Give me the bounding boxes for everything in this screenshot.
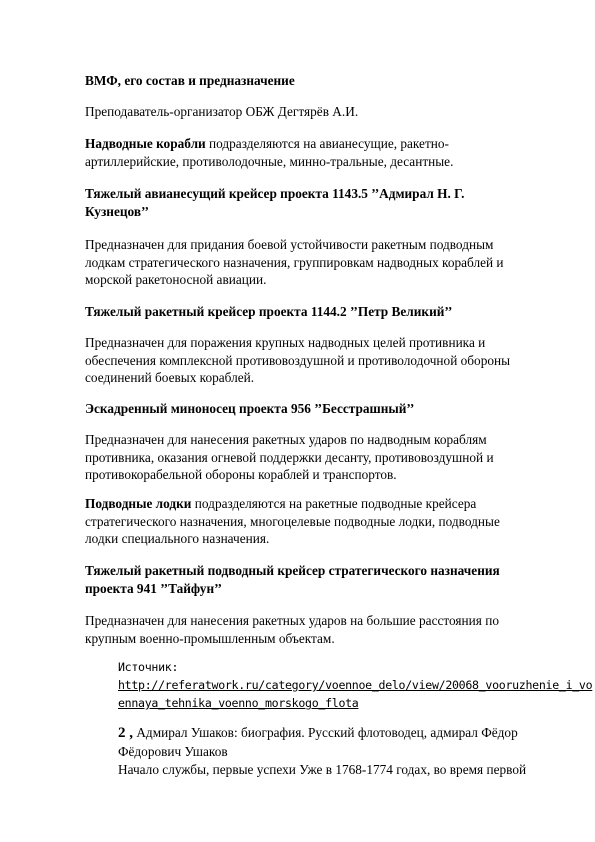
page-title: ВМФ, его состав и предназначение [85,73,295,88]
typhoon-heading: Тяжелый ракетный подводный крейсер стратегического назначения проекта 941 ’’Тайфун’’ [85,563,500,596]
kuznetsov-heading: Тяжелый авианесущий крейсер проекта 1143.5 ’’Адмирал Н. Г. Кузнецов’’ [85,186,465,219]
surface-ships-term: Надводные корабли [85,136,206,151]
submarines-term: Подводные лодки [85,496,192,511]
peter-velikiy-description: Предназначен для поражения крупных надводных целей противника и обеспечения комплексной противовоздушной и противолодочной обороны соединений боевых кораблей. [85,335,511,385]
submarines-paragraph: Подводные лодки подразделяются на ракетные подводные крейсера стратегического назначения, многоцелевые подводные лодки, подводные лодки специального назначения. [85,496,500,546]
surface-ships-paragraph: Надводные корабли подразделяются на авианесущие, ракетно- артиллерийские, противолодочные, минно-тральные, десантные. [85,136,454,169]
source-block [118,658,593,712]
typhoon-description: Предназначен для нанесения ракетных ударов на большие расстояния по крупным военно-промышленным объектам. [85,613,499,646]
besstrashny-heading: Эскадренный миноносец проекта 956 ’’Бесстрашный’’ [85,401,415,416]
source-link[interactable]: http://referatwork.ru/category/voennoe_delo/view/20068_vooruzhenie_i_vo ennaya_tehnika_voenno_morskogo_flota [118,678,593,710]
section-number: 2 , [118,725,133,741]
kuznetsov-description: Предназначен для придания боевой устойчивости ракетным подводным лодкам стратегического назначения, группировкам надводных кораблей и морской ракетоносной авиации. [85,237,504,287]
peter-velikiy-heading: Тяжелый ракетный крейсер проекта 1144.2 ’’Петр Великий’’ [85,304,453,319]
source-label: Источник: [118,660,179,674]
besstrashny-description: Предназначен для нанесения ракетных ударов по надводным кораблям противника, оказания огневой поддержки десанту, противовоздушной и противокорабельной обороны кораблей и транспортов. [85,432,494,482]
author-line: Преподаватель-организатор ОБЖ Дегтярёв А.И. [85,104,359,119]
ushakov-paragraph: 2 , Адмирал Ушаков: биография. Русский флотоводец, адмирал Фёдор Фёдорович Ушаков Начало службы, первые успехи Уже в 1768-1774 годах, во время первой [118,725,527,777]
